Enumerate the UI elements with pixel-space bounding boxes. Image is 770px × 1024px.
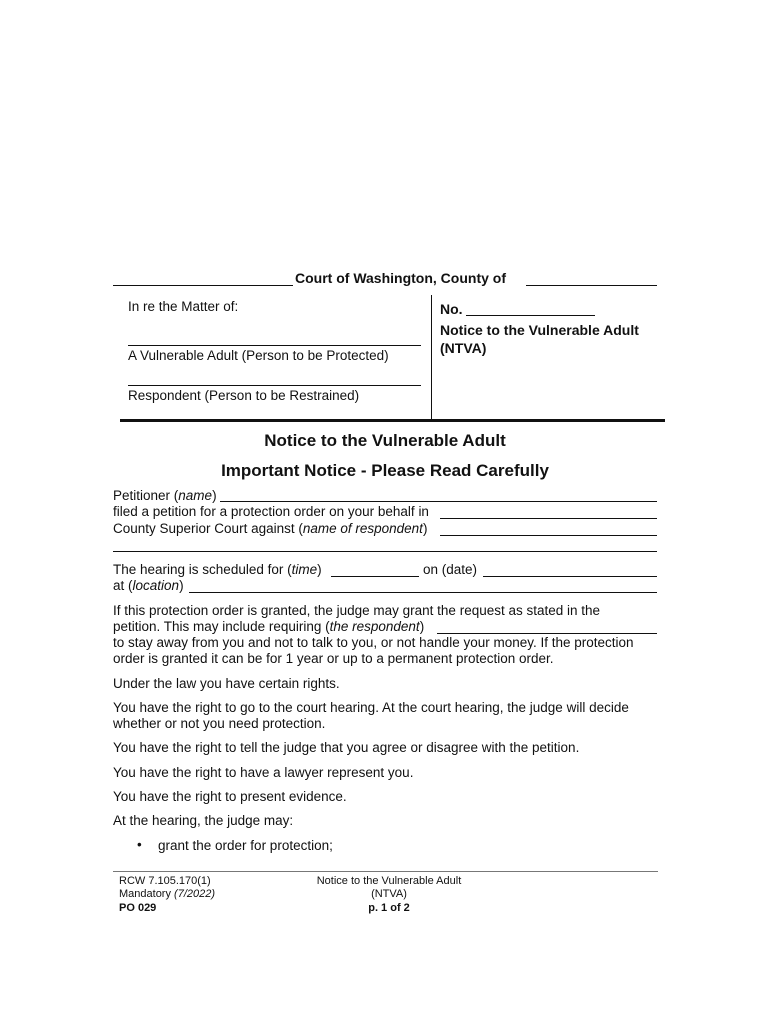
hearing-italic: time xyxy=(291,562,318,577)
footer-rule xyxy=(113,871,658,872)
at-close: ) xyxy=(179,578,184,593)
body-p1-line1: If this protection order is granted, the judge may grant the request as stated in the xyxy=(113,603,601,618)
caption-rule xyxy=(120,419,665,422)
location-blank[interactable] xyxy=(189,592,657,593)
p1-italic: the respondent xyxy=(329,619,420,634)
mandatory-text: Mandatory xyxy=(119,888,171,900)
body-p4: You have the right to tell the judge that you agree or disagree with the petition. xyxy=(113,740,580,755)
hearing-text: The hearing is scheduled for ( xyxy=(113,562,292,577)
footer-center-abbr: (NTVA) xyxy=(371,888,407,900)
in-re-label: In re the Matter of: xyxy=(128,299,239,314)
hearing-close: ) xyxy=(317,562,322,577)
bullet-item-1: grant the order for protection; xyxy=(158,838,333,853)
court-blank[interactable] xyxy=(113,285,293,286)
petitioner-italic: name xyxy=(178,488,213,503)
p1-close: ) xyxy=(419,619,425,634)
body-p1-line3: to stay away from you and not to talk to you, or not handle your money. If the protection xyxy=(113,635,634,650)
case-number-label: No. xyxy=(440,301,463,317)
vulnerable-adult-label: A Vulnerable Adult (Person to be Protected) xyxy=(128,348,389,363)
respondent-blank[interactable] xyxy=(128,385,421,386)
filed-label: filed a petition for a protection order on your behalf in xyxy=(113,504,429,519)
court-label: Court of Washington, County of xyxy=(295,270,506,286)
caption-abbr: (NTVA) xyxy=(440,340,487,356)
footer-rcw: RCW 7.105.170(1) xyxy=(119,875,211,887)
petitioner-close: ) xyxy=(212,488,217,503)
case-number-blank[interactable] xyxy=(466,315,595,316)
respondent-label: Respondent (Person to be Restrained) xyxy=(128,388,360,403)
caption-divider xyxy=(431,295,432,420)
footer-page-number: p. 1 of 2 xyxy=(368,902,410,914)
caption-title: Notice to the Vulnerable Adult xyxy=(440,322,639,338)
body-p3-line1: You have the right to go to the court hearing. At the court hearing, the judge will decide xyxy=(113,700,629,715)
body-p2: Under the law you have certain rights. xyxy=(113,676,340,691)
footer-form-number: PO 029 xyxy=(119,902,157,914)
respondent-name-blank[interactable] xyxy=(440,535,657,536)
on-date-label: on (date) xyxy=(423,562,478,577)
body-p1-line4: order is granted it can be for 1 year or up to a permanent protection order. xyxy=(113,651,554,666)
footer-center-title: Notice to the Vulnerable Adult xyxy=(316,875,462,887)
page-subtitle: Important Notice - Please Read Carefully xyxy=(221,461,549,480)
mandatory-date: (7/2022) xyxy=(174,888,216,900)
county-blank[interactable] xyxy=(526,285,657,286)
body-p6: You have the right to present evidence. xyxy=(113,789,347,804)
respondent-requirement-blank[interactable] xyxy=(437,633,657,634)
body-p3-line2: whether or not you need protection. xyxy=(113,716,326,731)
body-p7: At the hearing, the judge may: xyxy=(113,813,294,828)
county-close: ) xyxy=(422,521,428,536)
respondent-name-blank-2[interactable] xyxy=(113,551,657,552)
bullet-dot: • xyxy=(137,837,142,852)
page-title: Notice to the Vulnerable Adult xyxy=(264,431,506,450)
county-italic: name of respondent xyxy=(302,521,423,536)
footer-mandatory xyxy=(119,887,215,901)
hearing-date-blank[interactable] xyxy=(483,576,657,577)
at-italic: location xyxy=(132,578,180,593)
petitioner-text: Petitioner ( xyxy=(113,488,179,503)
body-p5: You have the right to have a lawyer represent you. xyxy=(113,765,414,780)
county-court-blank[interactable] xyxy=(440,518,657,519)
hearing-time-blank[interactable] xyxy=(331,576,419,577)
petitioner-blank[interactable] xyxy=(220,501,657,502)
vulnerable-adult-blank[interactable] xyxy=(128,345,421,346)
at-text: at ( xyxy=(113,578,133,593)
county-text: County Superior Court against ( xyxy=(113,521,303,536)
p1-pre: petition. This may include requiring ( xyxy=(113,619,330,634)
